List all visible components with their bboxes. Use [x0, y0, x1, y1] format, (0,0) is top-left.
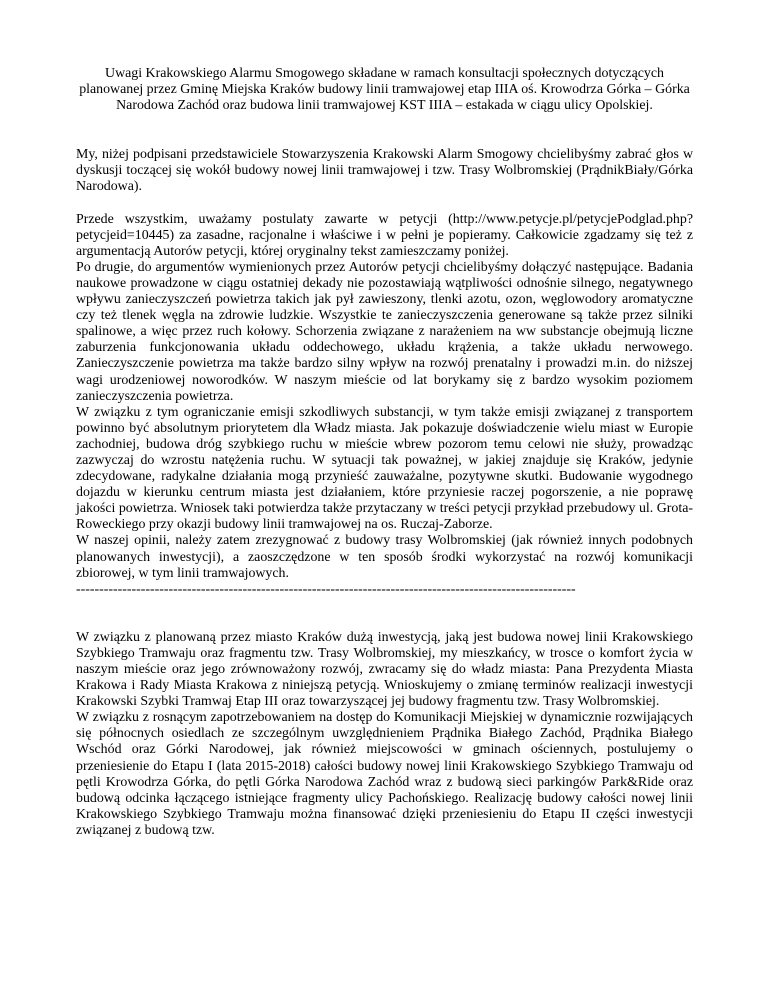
- intro-paragraph: My, niżej podpisani przedstawiciele Stowarzyszenia Krakowski Alarm Smogowy chcielibyśmy zabrać głos w dyskusji toczącej się wokół budowy nowej linii tramwajowej i tzw. Trasy Wolbromskiej (PrądnikBiały/Górka Narodowa).: [76, 147, 693, 195]
- document-title: Uwagi Krakowskiego Alarmu Smogowego składane w ramach konsultacji społecznych dotyczących planowanej przez Gminę Miejska Kraków budowy linii tramwajowej etap IIIA oś. Krowodrza Górka – Górka Narodowa Zachód oraz budowa linii tramwajowej KST IIIA – estakada w ciągu ulicy Opolskiej.: [79, 66, 690, 114]
- petition-paragraph: W związku z rosnącym zapotrzebowaniem na dostęp do Komunikacji Miejskiej w dynamicznie rozwijających się północnych osiedlach ze szczególnym uwzględnieniem Prądnika Białego Zachód, Prądnika Białego Wschód oraz Górki Narodowej, jak również miejscowości w gminach ościennych, postulujemy o przeniesienie do Etapu I (lata 2015-2018) całości budowy nowej linii Krakowskiego Szybkiego Tramwaju od pętli Krowodrza Górka, do pętli Górka Narodowa Zachód wraz z budową sieci parkingów Park&Ride oraz budową odcinka łączącego istniejące fragmenty ulicy Pachońskiego. Realizację budowy całości nowej linii Krakowskiego Szybkiego Tramwaju można finansować dzięki przeniesieniu do Etapu II części inwestycji związanej z budową tzw.: [76, 710, 693, 838]
- body-paragraph: Po drugie, do argumentów wymienionych przez Autorów petycji chcielibyśmy dołączyć następujące. Badania naukowe prowadzone w ciągu ostatniej dekady nie pozostawiają wątpliwości odnośnie silnego, negatywnego wpływu zanieczyszczeń powietrza takich jak pył zawieszony, tlenki azotu, ozon, węglowodory aromatyczne czy też tlenek węgla na zdrowie ludzkie. Wszystkie te zanieczyszczenia generowane są także przez silniki spalinowe, a więc przez ruch kołowy. Schorzenia związane z narażeniem na ww substancje obejmują liczne zaburzenia funkcjonowania układu oddechowego, układu krążenia, a także układu nerwowego. Zanieczyszczenie powietrza ma także bardzo silny wpływ na rozwój prenatalny i prowadzi m.in. do niższej wagi urodzeniowej noworodków. W naszym mieście od lat borykamy się z bardzo wysokim poziomem zanieczyszczenia powietrza.: [76, 259, 693, 404]
- body-paragraph: W naszej opinii, należy zatem zrezygnować z budowy trasy Wolbromskiej (jak również innych podobnych planowanych inwestycji), a zaoszczędzone w ten sposób środki wykorzystać na rozwój komunikacji zbiorowej, w tym linii tramwajowych.: [76, 533, 693, 581]
- petition-paragraph: W związku z planowaną przez miasto Kraków dużą inwestycją, jaką jest budowa nowej linii Krakowskiego Szybkiego Tramwaju oraz fragmentu tzw. Trasy Wolbromskiej, my mieszkańcy, w trosce o komfort życia w naszym mieście oraz jego zrównoważony rozwój, zwracamy się do władz miasta: Pana Prezydenta Miasta Krakowa i Rady Miasta Krakowa z niniejszą petycją. Wnioskujemy o zmianę terminów realizacji inwestycji Krakowski Szybki Tramwaj Etap III oraz towarzyszącej jej budowy fragmentu tzw. Trasy Wolbromskiej.: [76, 629, 693, 710]
- document-page: [76, 66, 693, 839]
- section-divider: ------------------------------------------------------------------------------------------------------------: [76, 581, 576, 597]
- body-paragraph: Przede wszystkim, uważamy postulaty zawarte w petycji (http://www.petycje.pl/petycjePodglad.php?petycjeid=10445) za zasadne, racjonalne i właściwe i w pełni je popieramy. Całkowicie zgadzamy się też z argumentacją Autorów petycji, której oryginalny tekst zamieszczamy poniżej.: [76, 211, 693, 259]
- body-paragraph: W związku z tym ograniczanie emisji szkodliwych substancji, w tym także emisji związanej z transportem powinno być absolutnym priorytetem dla Władz miasta. Jak pokazuje doświadczenie wielu miast w Europie zachodniej, budowa dróg szybkiego ruchu w mieście wbrew pozorom temu celowi nie służy, prowadząc zazwyczaj do wzrostu natężenia ruchu. W sytuacji tak poważnej, w jakiej znajduje się Kraków, jedynie zdecydowane, radykalne działania mogą przynieść zauważalne, pozytywne skutki. Budowanie wygodnego dojazdu w kierunku centrum miasta jest działaniem, które przyniesie raczej pogorszenie, a nie poprawę jakości powietrza. Wniosek taki potwierdza także przytaczany w treści petycji przykład przebudowy ul. Grota-Roweckiego przy okazji budowy linii tramwajowej na os. Ruczaj-Zaborze.: [76, 404, 693, 533]
